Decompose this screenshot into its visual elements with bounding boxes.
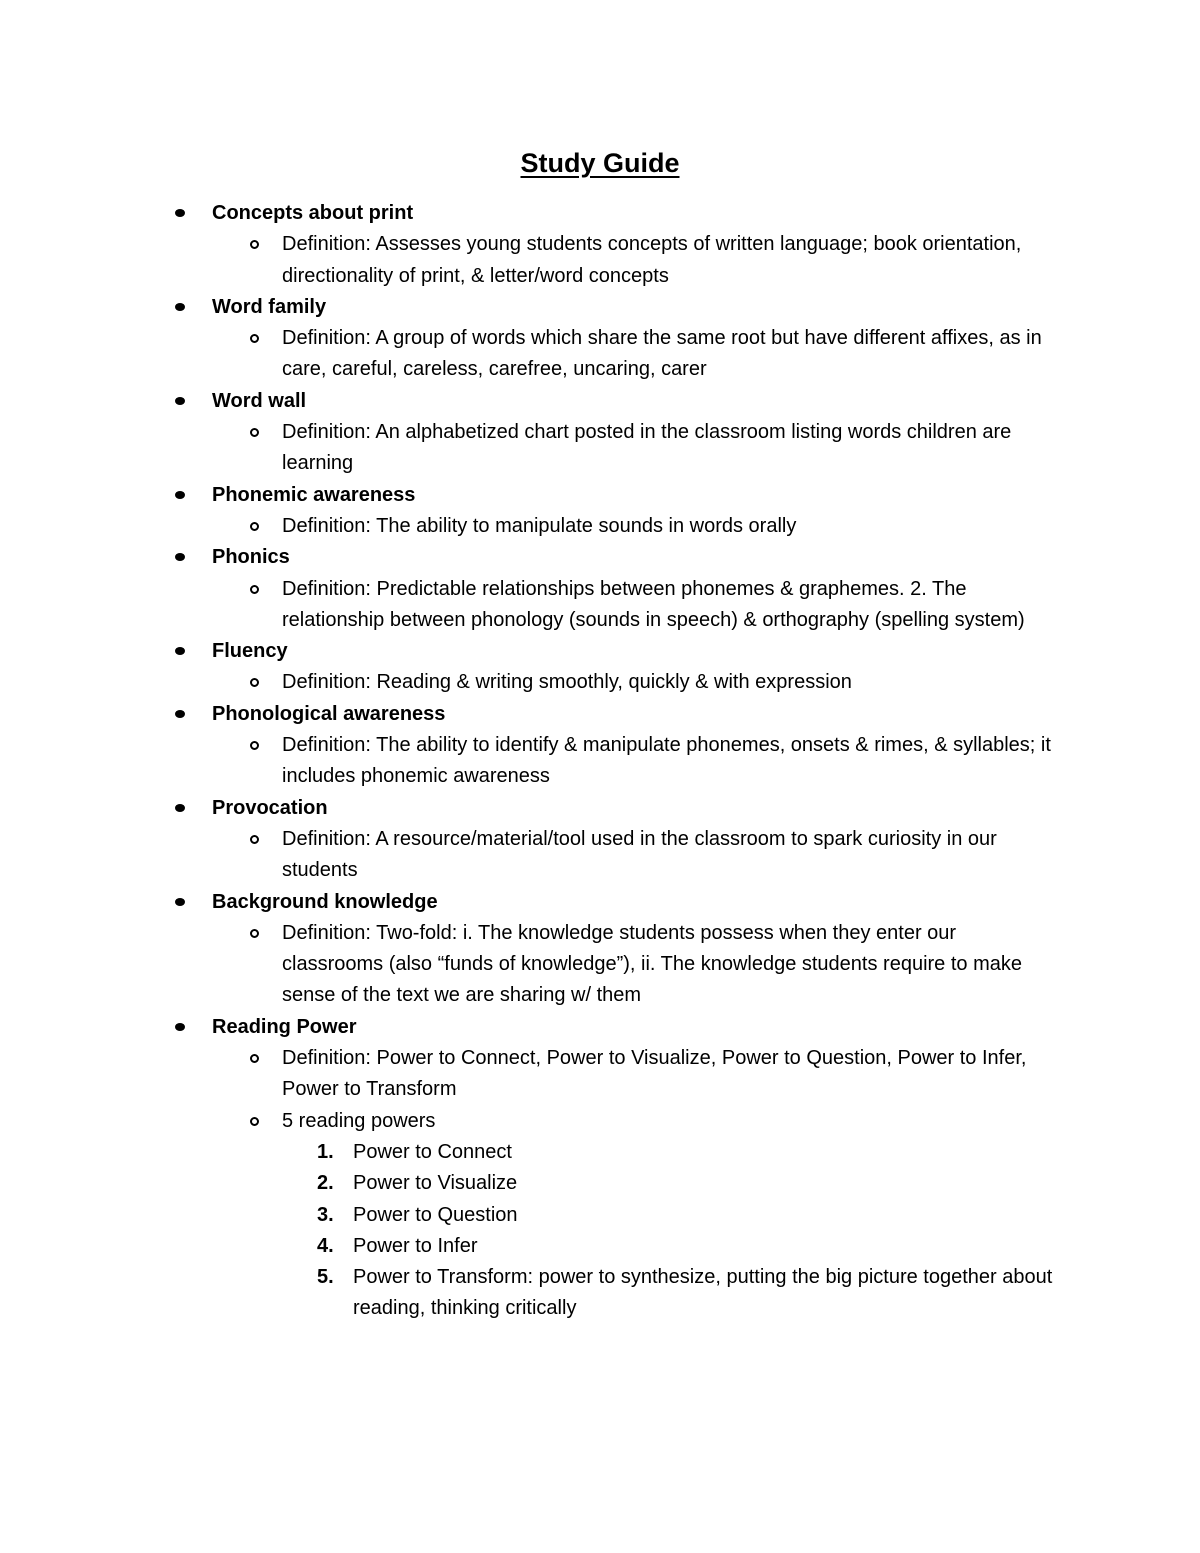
definition-text: Definition: Reading & writing smoothly, quickly & with expression [282, 671, 852, 694]
list-item-term [0, 1012, 1200, 1043]
definition-item [0, 323, 1062, 386]
circle-bullet-icon [250, 678, 259, 687]
definition-text: Definition: Assesses young students concepts of written language; book orientation, directionality of print, & letter/word concepts [282, 233, 1022, 287]
definition-text: Definition: A group of words which share the same root but have different affixes, as in care, careful, careless, carefree, uncaring, carer [282, 327, 1042, 381]
bullet-dot-icon [175, 209, 185, 217]
numbered-item-text: Power to Connect [353, 1140, 512, 1163]
definition-text: Definition: The ability to identify & manipulate phonemes, onsets & rimes, & syllables; it includes phonemic awareness [282, 734, 1051, 788]
bullet-dot-icon [175, 303, 185, 311]
circle-bullet-icon [250, 929, 259, 938]
numbered-item [0, 1168, 1063, 1199]
list-item-term [0, 793, 1200, 824]
term-label: Word family [212, 295, 327, 318]
number-label: 2. [317, 1172, 334, 1195]
list-item-term [0, 542, 1200, 573]
bullet-dot-icon [175, 553, 185, 561]
numbered-item-text: Power to Transform: power to synthesize, putting the big picture together about reading, thinking critically [353, 1266, 1053, 1320]
sub-item-text: 5 reading powers [282, 1109, 436, 1132]
list-item-term [0, 198, 1200, 229]
list-item-term [0, 699, 1200, 730]
list-item-term [0, 636, 1200, 667]
term-label: Phonological awareness [212, 702, 446, 725]
definition-text: Definition: Power to Connect, Power to Visualize, Power to Question, Power to Infer, Power to Transform [282, 1047, 1027, 1101]
definition-item [0, 511, 1062, 542]
circle-bullet-icon [250, 240, 259, 249]
study-guide-list [0, 198, 1200, 1325]
numbered-item [0, 1262, 1063, 1325]
definition-text: Definition: The ability to manipulate sounds in words orally [282, 514, 797, 537]
definition-item [0, 417, 1062, 480]
term-label: Provocation [212, 796, 328, 819]
definition-item [0, 824, 1062, 887]
bullet-dot-icon [175, 491, 185, 499]
number-label: 5. [317, 1266, 334, 1289]
term-label: Word wall [212, 389, 307, 412]
definition-item [0, 667, 1062, 698]
definition-item [0, 1043, 1062, 1106]
numbered-item-text: Power to Infer [353, 1234, 478, 1257]
numbered-item-text: Power to Visualize [353, 1172, 518, 1195]
definition-item [0, 918, 1062, 1012]
definition-text: Definition: Two-fold: i. The knowledge students possess when they enter our classrooms (also “funds of knowledge”), ii. The knowledge students require to make sense of the text we are sharing w/ them [282, 921, 1022, 1007]
circle-bullet-icon [250, 585, 259, 594]
bullet-dot-icon [175, 898, 185, 906]
numbered-item [0, 1231, 1063, 1262]
term-label: Reading Power [212, 1015, 357, 1038]
circle-bullet-icon [250, 1054, 259, 1063]
definition-text: Definition: An alphabetized chart posted in the classroom listing words children are learning [282, 421, 1012, 475]
number-label: 3. [317, 1203, 334, 1226]
term-label: Concepts about print [212, 202, 414, 224]
term-label: Background knowledge [212, 890, 438, 913]
bullet-dot-icon [175, 647, 185, 655]
sub-item [0, 1106, 1062, 1137]
bullet-dot-icon [175, 397, 185, 405]
term-label: Phonics [212, 546, 290, 569]
list-item-term [0, 480, 1200, 511]
definition-item [0, 730, 1062, 793]
definition-item [0, 574, 1062, 637]
list-item-term [0, 292, 1200, 323]
definition-text: Definition: Predictable relationships between phonemes & graphemes. 2. The relationship between phonology (sounds in speech) & orthography (spelling system) [282, 577, 1025, 631]
page-title: Study Guide [520, 148, 680, 178]
circle-bullet-icon [250, 334, 259, 343]
list-item-term [0, 887, 1200, 918]
definition-item [0, 229, 1062, 292]
term-label: Phonemic awareness [212, 483, 416, 506]
circle-bullet-icon [250, 522, 259, 531]
numbered-item-text: Power to Question [353, 1203, 518, 1226]
bullet-dot-icon [175, 1023, 185, 1031]
bullet-dot-icon [175, 804, 185, 812]
number-label: 4. [317, 1234, 334, 1257]
number-label: 1. [317, 1140, 334, 1163]
circle-bullet-icon [250, 428, 259, 437]
circle-bullet-icon [250, 741, 259, 750]
numbered-item [0, 1137, 1063, 1168]
circle-bullet-icon [250, 1117, 259, 1126]
definition-text: Definition: A resource/material/tool used in the classroom to spark curiosity in our students [282, 827, 997, 882]
term-label: Fluency [212, 640, 288, 663]
numbered-item [0, 1200, 1063, 1231]
bullet-dot-icon [175, 710, 185, 718]
list-item-term [0, 386, 1200, 417]
circle-bullet-icon [250, 835, 259, 844]
